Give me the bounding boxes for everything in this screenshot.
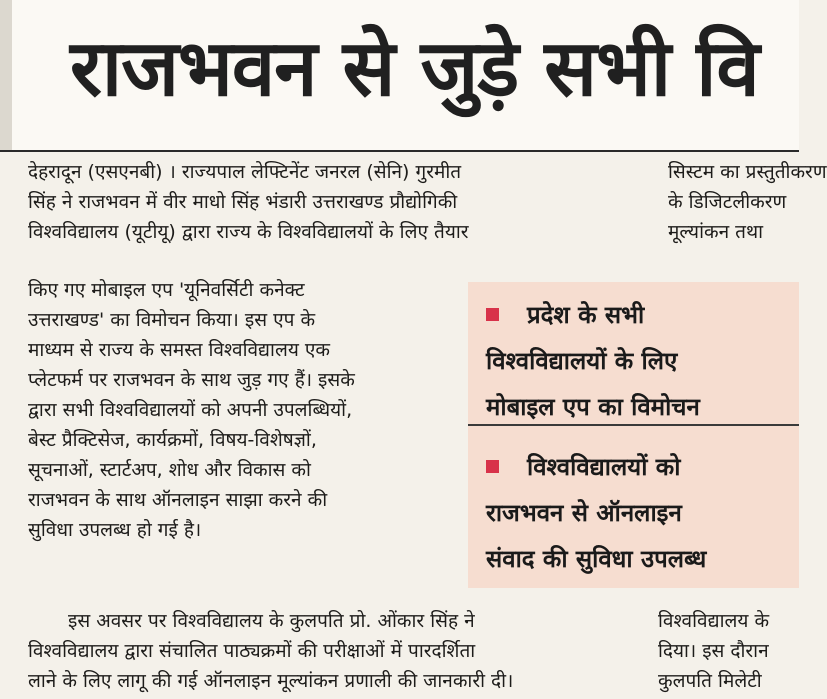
right-column-bottom <box>658 606 799 696</box>
article-line: किए गए मोबाइल एप 'यूनिवर्सिटी कनेक्ट <box>28 279 305 301</box>
highlight-line: मोबाइल एप का विमोचन <box>486 393 700 421</box>
article-intro <box>28 157 638 247</box>
article-line: द्वारा सभी विश्वविद्यालयों को अपनी उपलब्धियों, <box>28 399 353 421</box>
highlight-line: प्रदेश के सभी <box>527 301 645 329</box>
highlight-line: विश्वविद्यालयों के लिए <box>486 347 678 375</box>
article-line: के डिजिटलीकरण <box>668 191 787 213</box>
article-line: राजभवन के साथ ऑनलाइन साझा करने की <box>28 489 328 511</box>
highlight-line: राजभवन से ऑनलाइन <box>486 499 682 527</box>
article-line: लाने के लिए लागू की गई ऑनलाइन मूल्यांकन प्रणाली की जानकारी दी। <box>28 670 514 692</box>
article-line: प्लेटफर्म पर राजभवन के साथ जुड़ गए हैं। इसके <box>28 369 355 391</box>
article-line: इस अवसर पर विश्वविद्यालय के कुलपति प्रो. ओंकार सिंह ने <box>68 610 475 632</box>
article-line: कुलपति मिलेटी <box>658 670 762 692</box>
article-line: बेस्ट प्रैक्टिसेज, कार्यक्रमों, विषय-विशेषज्ञों, <box>28 429 317 451</box>
square-bullet-icon <box>486 460 499 473</box>
highlight-box <box>468 282 799 588</box>
article-line: सूचनाओं, स्टार्टअप, शोध और विकास को <box>28 459 311 481</box>
article-line: दिया। इस दौरान <box>658 640 769 662</box>
right-column-top <box>668 157 827 247</box>
article-line: माध्यम से राज्य के समस्त विश्वविद्यालय एक <box>28 339 330 361</box>
highlight-item <box>486 292 700 430</box>
square-bullet-icon <box>486 308 499 321</box>
article-line: सुविधा उपलब्ध हो गई है। <box>28 519 202 541</box>
highlight-line: विश्वविद्यालयों को <box>527 453 681 481</box>
highlight-divider <box>468 424 799 426</box>
page-edge <box>0 0 12 150</box>
article-line: मूल्यांकन तथा <box>668 221 764 243</box>
article-line: उत्तराखण्ड' का विमोचन किया। इस एप के <box>28 309 316 331</box>
headline-banner <box>0 0 799 152</box>
article-line: विश्वविद्यालय द्वारा संचालित पाठ्यक्रमों की परीक्षाओं में पारदर्शिता <box>28 640 476 662</box>
article-line: सिंह ने राजभवन में वीर माधो सिंह भंडारी उत्तराखण्ड प्रौद्योगिकी <box>28 191 458 213</box>
highlight-line: संवाद की सुविधा उपलब्ध <box>486 545 707 573</box>
article-line: सिस्टम का प्रस्तुतीकरण <box>668 161 827 183</box>
article-line: विश्वविद्यालय के <box>658 610 770 632</box>
article-continued <box>28 606 648 696</box>
article-line: विश्वविद्यालय (यूटीयू) द्वारा राज्य के विश्वविद्यालयों के लिए तैयार <box>28 221 469 243</box>
article-line: देहरादून (एसएनबी) । राज्यपाल लेफ्टिनेंट जनरल (सेनि) गुरमीत <box>28 161 462 183</box>
headline-title: राजभवन से जुड़े सभी वि <box>70 24 759 114</box>
article-body <box>28 275 458 545</box>
highlight-item <box>486 444 706 582</box>
